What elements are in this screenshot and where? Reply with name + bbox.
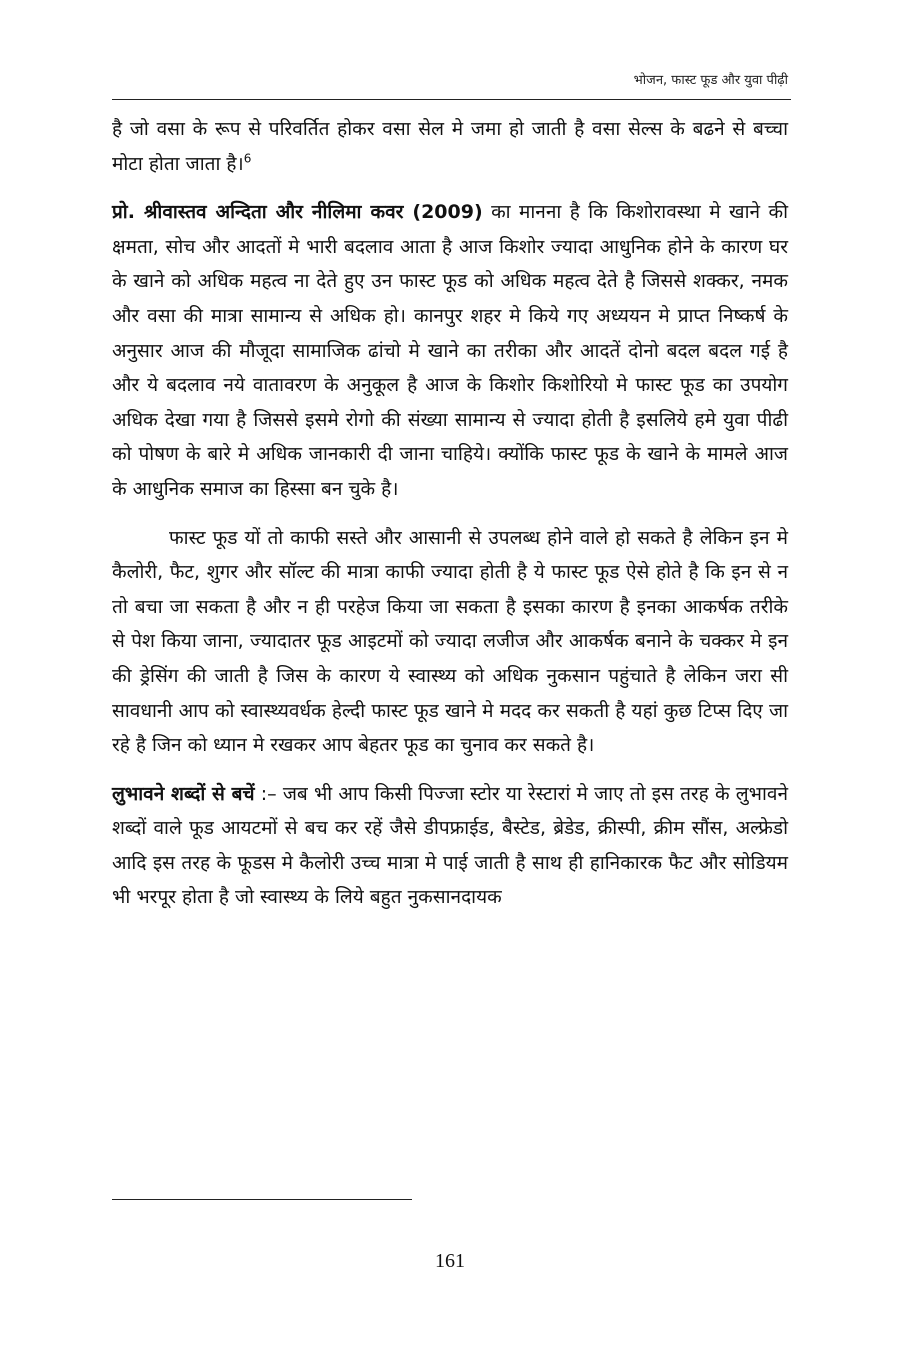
paragraph-3 xyxy=(112,521,788,763)
paragraph-1-text: है जो वसा के रूप से परिवर्तित होकर वसा सेल मे जमा हो जाती है वसा सेल्स के बढने से बच्चा मोटा होता जाता है। xyxy=(112,118,788,175)
paragraph-2-text: का मानना है कि किशोरावस्था मे खाने की क्षमता, सोच और आदतों मे भारी बदलाव आता है आज किशोर ज्यादा आधुनिक होने के कारण घर के खाने को अधिक महत्व ना देते हुए उन फास्ट फूड को अधिक महत्व देते है जिससे शक्कर, नमक और वसा की मात्रा सामान्य से अधिक हो। कानपुर शहर मे किये गए अध्ययन मे प्राप्त निष्कर्ष के अनुसार आज की मौजूदा सामाजिक ढांचो मे खाने का तरीका और आदतें दोनो बदल बदल गई है और ये बदलाव नये वातावरण के अनुकूल है आज के किशोर किशोरियो मे फास्ट फूड का उपयोग अधिक देखा गया है जिससे इसमे रोगो की संख्या सामान्य से ज्यादा होती है इसलिये हमे युवा पीढी को पोषण के बारे मे अधिक जानकारी दी जाना चाहिये। क्योंकि फास्ट फूड के खाने के मामले आज के आधुनिक समाज का हिस्सा बन चुके है। xyxy=(112,201,788,500)
footnote-reference: 6 xyxy=(243,151,252,166)
footnote-divider xyxy=(112,1199,412,1200)
paragraph-2 xyxy=(112,195,788,506)
page-body xyxy=(112,112,788,915)
paragraph-4-lead: लुभावने शब्दों से बचें xyxy=(112,782,255,805)
paragraph-4 xyxy=(112,777,788,915)
header-divider xyxy=(112,99,791,100)
paragraph-4-text: :– जब भी आप किसी पिज्जा स्टोर या रेस्टारां मे जाए तो इस तरह के लुभावने शब्दों वाले फूड आयटमों से बच कर रहें जैसे डीपफ्राईड, बैस्टेड, ब्रेडेड, क्रीस्पी, क्रीम सौंस, अल्फ्रेडो आदि इस तरह के फूडस मे कैलोरी उच्च मात्रा मे पाई जाती है साथ ही हानिकारक फैट और सोडियम भी भरपूर होता है जो स्वास्थ्य के लिये बहुत नुकसानदायक xyxy=(112,782,788,909)
running-title: भोजन, फास्ट फूड और युवा पीढ़ी xyxy=(633,73,788,88)
paragraph-1 xyxy=(112,112,788,181)
page-number: 161 xyxy=(435,1250,465,1272)
paragraph-3-text: फास्ट फूड यों तो काफी सस्ते और आसानी से उपलब्ध होने वाले हो सकते है लेकिन इन मे कैलोरी, फैट, शुगर और सॉल्ट की मात्रा काफी ज्यादा होती है ये फास्ट फूड ऐसे होते है कि इन से न तो बचा जा सकता है और न ही परहेज किया जा सकता है इसका कारण है इनका आकर्षक तरीके से पेश किया जाना, ज्यादातर फूड आइटमों को ज्यादा लजीज और आकर्षक बनाने के चक्कर मे इन की ड्रेसिंग की जाती है जिस के कारण ये स्वास्थ्य को अधिक नुकसान पहुंचाते है लेकिन जरा सी सावधानी आप को स्वास्थ्यवर्धक हेल्दी फास्ट फूड खाने मे मदद कर सकती है यहां कुछ टिप्स दिए जा रहे है जिन को ध्यान मे रखकर आप बेहतर फूड का चुनाव कर सकते है। xyxy=(112,526,788,757)
paragraph-2-lead: प्रो. श्रीवास्तव अन्दिता और नीलिमा कवर (2009) xyxy=(112,201,483,224)
